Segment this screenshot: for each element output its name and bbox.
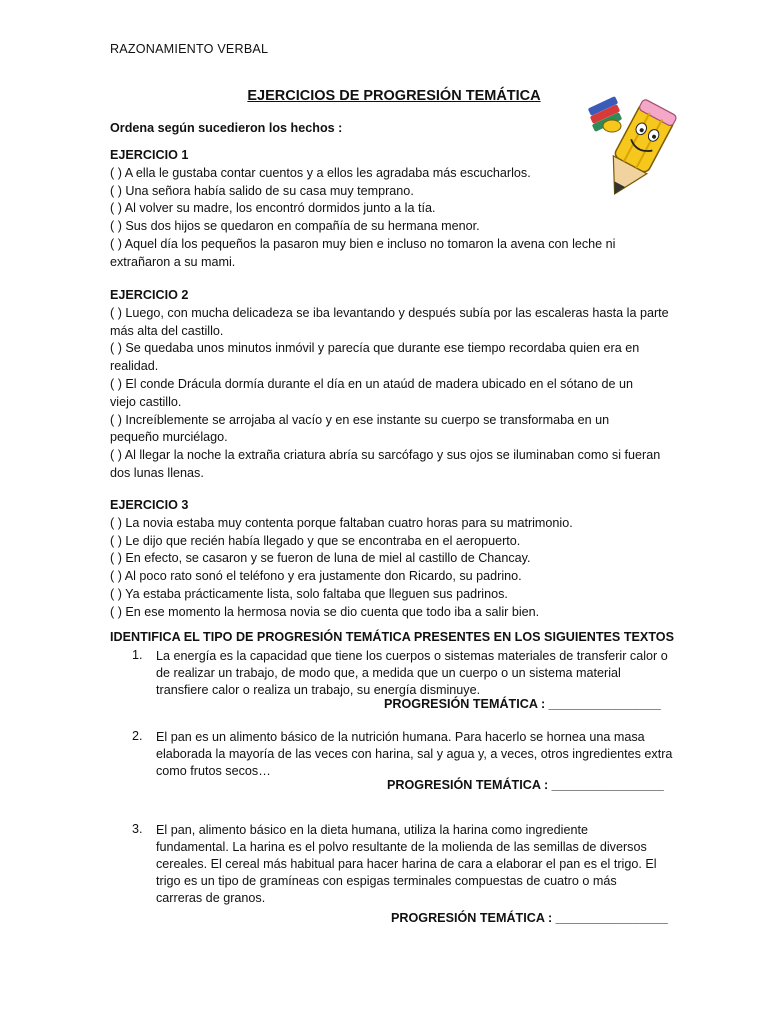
ejercicio-2-heading: EJERCICIO 2 (110, 288, 189, 302)
document-header: RAZONAMIENTO VERBAL (110, 42, 269, 56)
item-text-line: El pan es un alimento básico de la nutrición humana. Para hacerlo se hornea una masa (156, 730, 645, 744)
item-number: 3. (132, 822, 143, 836)
progresion-tematica-1[interactable]: PROGRESIÓN TEMÁTICA : ________________ (384, 697, 661, 711)
ejercicio-2-line: ( ) El conde Drácula dormía durante el día en un ataúd de madera ubicado en el sótano de un (110, 376, 633, 391)
ejercicio-2-line: ( ) Increíblemente se arrojaba al vacío y en ese instante su cuerpo se transformaba en un (110, 412, 610, 427)
item-text-line: cereales. El cereal más habitual para hacer harina de cara a elaborar el pan es el trigo. El (156, 857, 657, 871)
ejercicio-1-line: ( ) Una señora había salido de su casa muy temprano. (110, 183, 414, 198)
ejercicio-1 (110, 147, 678, 272)
ejercicio-3-line: ( ) Ya estaba prácticamente lista, solo faltaba que lleguen sus padrinos. (110, 586, 508, 601)
progresion-tematica-3[interactable]: PROGRESIÓN TEMÁTICA : ________________ (391, 911, 668, 925)
ejercicio-3 (110, 497, 678, 622)
item-text-line: como frutos secos… (156, 764, 271, 778)
ejercicio-2 (110, 287, 678, 483)
item-text (156, 729, 676, 780)
ejercicio-1-line: ( ) Al volver su madre, los encontró dormidos junto a la tía. (110, 201, 436, 216)
ejercicio-3-line: ( ) En ese momento la hermosa novia se dio cuenta que todo iba a salir bien. (110, 604, 540, 619)
item-text-line: La energía es la capacidad que tiene los cuerpos o sistemas materiales de transferir calor o (156, 649, 668, 663)
item-text-line: transfiere calor o realiza un trabajo, su energía disminuye. (156, 683, 481, 697)
ejercicio-2-line: pequeño murciélago. (110, 430, 228, 445)
ejercicio-3-line: ( ) Le dijo que recién había llegado y que se encontraba en el aeropuerto. (110, 533, 521, 548)
progresion-tematica-2[interactable]: PROGRESIÓN TEMÁTICA : ________________ (387, 778, 664, 792)
item-text (156, 822, 676, 907)
item-text-line: carreras de granos. (156, 891, 266, 905)
item-text-line: elaborada la mayoría de las veces con harina, sal y agua y, a veces, otros ingredientes extra (156, 747, 673, 761)
item-text-line: trigo es un tipo de gramíneas con espigas terminales compuestas de cuatro o más (156, 874, 617, 888)
ejercicio-3-heading: EJERCICIO 3 (110, 498, 189, 512)
title-text: EJERCICIOS DE PROGRESIÓN TEMÁTICA (247, 88, 541, 104)
item-number: 2. (132, 729, 143, 743)
item-text-line: El pan, alimento básico en la dieta humana, utiliza la harina como ingrediente (156, 823, 588, 837)
ejercicio-2-line: ( ) Luego, con mucha delicadeza se iba levantando y después subía por las escaleras hasta la parte (110, 305, 669, 320)
ejercicio-1-line: ( ) Sus dos hijos se quedaron en compañía de su hermana menor. (110, 219, 480, 234)
ejercicio-1-heading: EJERCICIO 1 (110, 148, 189, 162)
ejercicio-2-line: ( ) Se quedaba unos minutos inmóvil y parecía que durante ese tiempo recordaba quien era en (110, 341, 640, 356)
ejercicio-3-line: ( ) La novia estaba muy contenta porque faltaban cuatro horas para su matrimonio. (110, 515, 573, 530)
hand-icon (603, 120, 621, 132)
ejercicio-2-line: realidad. (110, 359, 159, 374)
ejercicio-2-line: más alta del castillo. (110, 323, 224, 338)
identifica-heading: IDENTIFICA EL TIPO DE PROGRESIÓN TEMÁTICA PRESENTES EN LOS SIGUIENTES TEXTOS (110, 630, 674, 644)
ejercicio-3-line: ( ) En efecto, se casaron y se fueron de luna de miel al castillo de Chancay. (110, 551, 531, 566)
item-text (156, 648, 676, 699)
ejercicio-1-line: ( ) A ella le gustaba contar cuentos y a ellos les agradaba más escucharlos. (110, 165, 531, 180)
item-number: 1. (132, 648, 143, 662)
ejercicio-2-line: dos lunas llenas. (110, 465, 204, 480)
ejercicio-2-line: ( ) Al llegar la noche la extraña criatura abría su sarcófago y sus ojos se iluminaban como si fueran (110, 448, 661, 463)
ejercicio-3-line: ( ) Al poco rato sonó el teléfono y era justamente don Ricardo, su padrino. (110, 569, 522, 584)
ejercicio-1-line: extrañaron a su mami. (110, 254, 236, 269)
ejercicio-1-line: ( ) Aquel día los pequeños la pasaron muy bien e incluso no tomaron la avena con leche ni (110, 236, 616, 251)
item-text-line: fundamental. La harina es el polvo resultante de la molienda de las semillas de diversos (156, 840, 647, 854)
instruction-text: Ordena según sucedieron los hechos : (110, 121, 343, 135)
ejercicio-2-line: viejo castillo. (110, 394, 182, 409)
item-text-line: de realizar un trabajo, de modo que, a medida que un cuerpo o un sistema material (156, 666, 621, 680)
